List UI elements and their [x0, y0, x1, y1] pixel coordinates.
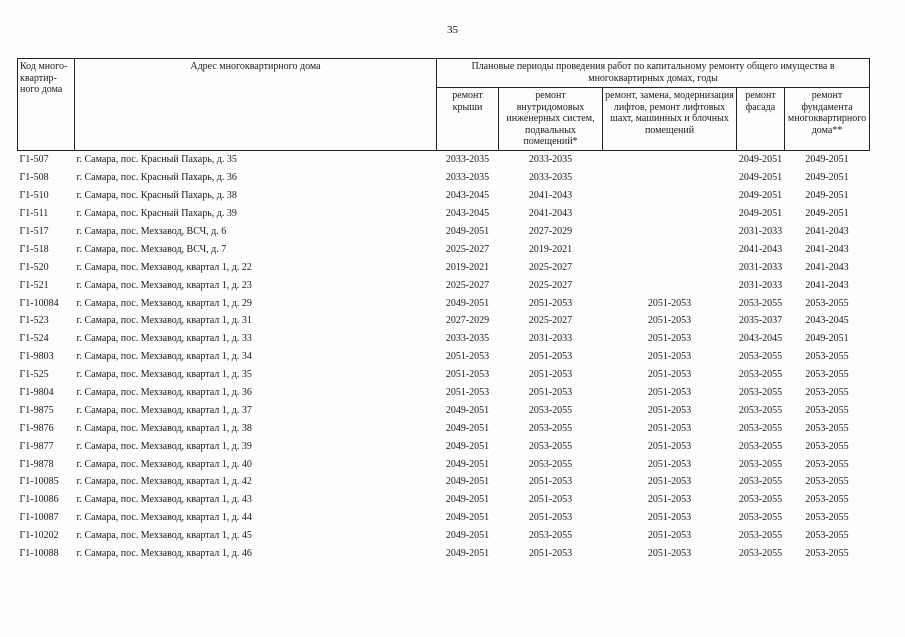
cell-engineering: 2025-2027 — [528, 261, 573, 273]
cell-code: Г1-523 — [19, 315, 49, 327]
cell-foundation: 2049-2051 — [805, 208, 849, 220]
cell-facade: 2049-2051 — [738, 190, 783, 202]
header-address: Адрес многоквартирного дома — [75, 59, 437, 151]
header-engineering-repair: ремонт внутридомовых инженерных систем, подвальных помещений* — [499, 88, 603, 151]
cell-code: Г1-511 — [19, 208, 49, 220]
cell-facade: 2043-2045 — [738, 333, 783, 345]
cell-facade: 2053-2055 — [738, 387, 783, 399]
cell-roof: 2051-2053 — [445, 369, 490, 381]
cell-code: Г1-518 — [19, 243, 49, 255]
cell-address: г. Самара, пос. Мехзавод, ВСЧ, д. 6 — [76, 226, 227, 237]
cell-address: г. Самара, пос. Мехзавод, квартал 1, д. 39 — [76, 440, 252, 452]
cell-address: г. Самара, пос. Красный Пахарь, д. 38 — [76, 190, 237, 202]
cell-code: Г1-507 — [19, 154, 49, 166]
cell-address: г. Самара, пос. Красный Пахарь, д. 39 — [76, 208, 237, 220]
cell-engineering: 2051-2053 — [528, 512, 573, 524]
capital-repair-table — [17, 58, 870, 563]
cell-code: Г1-9803 — [19, 351, 54, 363]
cell-lifts: 2051-2053 — [647, 512, 692, 524]
table-row — [18, 169, 870, 187]
cell-engineering: 2053-2055 — [528, 458, 573, 470]
table-row — [18, 509, 870, 527]
cell-lifts — [603, 277, 737, 295]
cell-address: г. Самара, пос. Мехзавод, квартал 1, д. 44 — [76, 512, 252, 524]
cell-code: Г1-9876 — [19, 422, 54, 434]
cell-roof: 2043-2045 — [445, 190, 490, 202]
cell-address: г. Самара, пос. Мехзавод, квартал 1, д. 45 — [76, 530, 252, 542]
cell-code: Г1-10084 — [19, 297, 59, 309]
page-number: 35 — [447, 24, 458, 36]
cell-lifts: 2051-2053 — [647, 333, 692, 345]
cell-lifts: 2051-2053 — [647, 369, 692, 381]
table-row — [18, 420, 870, 438]
cell-address: г. Самара, пос. Мехзавод, квартал 1, д. 37 — [76, 404, 252, 416]
cell-roof: 2033-2035 — [445, 172, 490, 184]
cell-engineering: 2051-2053 — [528, 494, 573, 506]
cell-foundation: 2041-2043 — [805, 226, 849, 237]
header-foundation-repair: ремонт фундамента многоквартирного дома** — [785, 88, 870, 151]
cell-roof: 2027-2029 — [445, 315, 490, 327]
cell-foundation: 2053-2055 — [805, 297, 849, 309]
cell-facade: 2031-2033 — [738, 279, 783, 291]
cell-facade: 2053-2055 — [738, 369, 783, 381]
cell-engineering: 2025-2027 — [528, 315, 573, 327]
cell-foundation: 2053-2055 — [805, 404, 849, 416]
cell-lifts — [603, 187, 737, 205]
table-row — [18, 491, 870, 509]
cell-lifts — [603, 150, 737, 169]
cell-lifts: 2051-2053 — [647, 297, 692, 309]
cell-engineering: 2025-2027 — [528, 279, 573, 291]
cell-facade: 2049-2051 — [738, 154, 783, 166]
table-row — [18, 366, 870, 384]
cell-code: Г1-9804 — [19, 387, 54, 399]
cell-foundation: 2053-2055 — [805, 387, 849, 399]
cell-engineering: 2051-2053 — [528, 369, 573, 381]
cell-address: г. Самара, пос. Красный Пахарь, д. 36 — [76, 172, 237, 184]
table-row — [18, 474, 870, 492]
cell-roof: 2049-2051 — [445, 422, 490, 434]
table-row — [18, 295, 870, 313]
cell-facade: 2053-2055 — [738, 404, 783, 416]
header-roof-repair: ремонт крыши — [437, 88, 499, 151]
cell-code: Г1-9875 — [19, 404, 54, 416]
cell-address: г. Самара, пос. Красный Пахарь, д. 35 — [76, 154, 237, 166]
cell-facade: 2053-2055 — [738, 512, 783, 524]
cell-roof: 2033-2035 — [445, 154, 490, 166]
cell-foundation: 2049-2051 — [805, 154, 849, 166]
cell-facade: 2053-2055 — [738, 351, 783, 363]
cell-roof: 2025-2027 — [445, 243, 490, 255]
cell-lifts: 2051-2053 — [647, 440, 692, 452]
header-lift-repair: ремонт, замена, модернизация лифтов, ремонт лифтовых шахт, машинных и блочных помещений — [603, 88, 737, 151]
cell-address: г. Самара, пос. Мехзавод, квартал 1, д. 23 — [76, 279, 252, 291]
cell-code: Г1-10085 — [19, 476, 59, 488]
cell-code: Г1-510 — [19, 190, 49, 202]
cell-roof: 2049-2051 — [445, 476, 490, 488]
table-row — [18, 277, 870, 295]
cell-engineering: 2033-2035 — [528, 172, 573, 184]
cell-engineering: 2051-2053 — [528, 297, 573, 309]
cell-lifts — [603, 259, 737, 277]
cell-facade: 2041-2043 — [738, 243, 783, 255]
cell-address: г. Самара, пос. Мехзавод, квартал 1, д. 46 — [76, 548, 252, 560]
cell-foundation: 2053-2055 — [805, 422, 849, 434]
cell-code: Г1-521 — [19, 279, 49, 291]
table-row — [18, 456, 870, 474]
cell-address: г. Самара, пос. Мехзавод, квартал 1, д. 38 — [76, 422, 252, 434]
cell-facade: 2053-2055 — [738, 458, 783, 470]
cell-roof: 2019-2021 — [445, 261, 490, 273]
cell-foundation: 2053-2055 — [805, 494, 849, 506]
cell-roof: 2049-2051 — [445, 494, 490, 506]
cell-address: г. Самара, пос. Мехзавод, квартал 1, д. 31 — [76, 315, 252, 327]
table-body — [18, 150, 870, 563]
cell-roof: 2049-2051 — [445, 512, 490, 524]
cell-foundation: 2041-2043 — [805, 279, 849, 291]
cell-lifts: 2051-2053 — [647, 548, 692, 560]
cell-lifts — [603, 241, 737, 259]
cell-roof: 2049-2051 — [445, 440, 490, 452]
table-row — [18, 402, 870, 420]
cell-engineering: 2051-2053 — [528, 476, 573, 488]
header-building-code: Код много-квартир-ного дома — [18, 59, 75, 151]
cell-engineering: 2027-2029 — [528, 226, 573, 237]
cell-lifts: 2051-2053 — [647, 494, 692, 506]
cell-roof: 2049-2051 — [445, 404, 490, 416]
cell-foundation: 2041-2043 — [805, 261, 849, 273]
header-planned-periods: Плановые периоды проведения работ по капитальному ремонту общего имущества в многоквартирных домах, годы — [437, 59, 870, 88]
cell-roof: 2049-2051 — [445, 458, 490, 470]
cell-address: г. Самара, пос. Мехзавод, квартал 1, д. 36 — [76, 387, 252, 399]
cell-code: Г1-10088 — [19, 548, 59, 560]
cell-lifts: 2051-2053 — [647, 458, 692, 470]
cell-code: Г1-524 — [19, 333, 49, 345]
table-row — [18, 384, 870, 402]
cell-lifts: 2051-2053 — [647, 530, 692, 542]
cell-address: г. Самара, пос. Мехзавод, квартал 1, д. 33 — [76, 333, 252, 345]
table-row — [18, 259, 870, 277]
cell-lifts — [603, 169, 737, 187]
table-row — [18, 348, 870, 366]
cell-foundation: 2053-2055 — [805, 512, 849, 524]
cell-facade: 2049-2051 — [738, 208, 783, 220]
table-row — [18, 545, 870, 563]
cell-engineering: 2033-2035 — [528, 154, 573, 166]
cell-engineering: 2019-2021 — [528, 243, 573, 255]
table-row — [18, 313, 870, 331]
table-row — [18, 330, 870, 348]
cell-lifts: 2051-2053 — [647, 404, 692, 416]
cell-code: Г1-10087 — [19, 512, 59, 524]
cell-facade: 2053-2055 — [738, 548, 783, 560]
cell-foundation: 2053-2055 — [805, 476, 849, 488]
cell-address: г. Самара, пос. Мехзавод, квартал 1, д. 43 — [76, 494, 252, 506]
cell-foundation: 2049-2051 — [805, 190, 849, 202]
cell-address: г. Самара, пос. Мехзавод, квартал 1, д. 40 — [76, 458, 252, 470]
cell-lifts: 2051-2053 — [647, 387, 692, 399]
cell-facade: 2031-2033 — [738, 226, 783, 237]
cell-engineering: 2053-2055 — [528, 404, 573, 416]
cell-foundation: 2041-2043 — [805, 243, 849, 255]
cell-facade: 2053-2055 — [738, 530, 783, 542]
cell-lifts: 2051-2053 — [647, 315, 692, 327]
cell-engineering: 2041-2043 — [528, 190, 573, 202]
cell-engineering: 2053-2055 — [528, 440, 573, 452]
cell-facade: 2049-2051 — [738, 172, 783, 184]
cell-lifts — [603, 205, 737, 223]
cell-engineering: 2031-2033 — [528, 333, 573, 345]
cell-address: г. Самара, пос. Мехзавод, квартал 1, д. 29 — [76, 297, 252, 309]
cell-code: Г1-9877 — [19, 440, 54, 452]
cell-facade: 2035-2037 — [738, 315, 783, 327]
cell-code: Г1-520 — [19, 261, 49, 273]
cell-lifts — [603, 223, 737, 241]
cell-foundation: 2043-2045 — [805, 315, 849, 327]
cell-address: г. Самара, пос. Мехзавод, квартал 1, д. 22 — [76, 261, 252, 273]
cell-facade: 2031-2033 — [738, 261, 783, 273]
cell-address: г. Самара, пос. Мехзавод, ВСЧ, д. 7 — [76, 243, 227, 255]
cell-code: Г1-508 — [19, 172, 49, 184]
cell-foundation: 2053-2055 — [805, 548, 849, 560]
cell-address: г. Самара, пос. Мехзавод, квартал 1, д. 35 — [76, 369, 252, 381]
cell-foundation: 2049-2051 — [805, 333, 849, 345]
header-facade-repair: ремонт фасада — [737, 88, 785, 151]
cell-engineering: 2053-2055 — [528, 530, 573, 542]
table-row — [18, 187, 870, 205]
cell-engineering: 2051-2053 — [528, 387, 573, 399]
cell-engineering: 2053-2055 — [528, 422, 573, 434]
cell-lifts: 2051-2053 — [647, 422, 692, 434]
cell-roof: 2049-2051 — [445, 548, 490, 560]
cell-code: Г1-10086 — [19, 494, 59, 506]
cell-roof: 2025-2027 — [445, 279, 490, 291]
cell-roof: 2051-2053 — [445, 351, 490, 363]
table-row — [18, 150, 870, 169]
cell-code: Г1-10202 — [19, 530, 59, 542]
cell-code: Г1-9878 — [19, 458, 54, 470]
cell-engineering: 2051-2053 — [528, 548, 573, 560]
cell-facade: 2053-2055 — [738, 476, 783, 488]
table-row — [18, 438, 870, 456]
cell-facade: 2053-2055 — [738, 297, 783, 309]
cell-foundation: 2053-2055 — [805, 530, 849, 542]
cell-facade: 2053-2055 — [738, 494, 783, 506]
table-row — [18, 223, 870, 241]
table-row — [18, 527, 870, 545]
cell-engineering: 2041-2043 — [528, 208, 573, 220]
cell-roof: 2033-2035 — [445, 333, 490, 345]
table-row — [18, 241, 870, 259]
cell-roof: 2049-2051 — [445, 530, 490, 542]
cell-roof: 2049-2051 — [445, 297, 490, 309]
cell-foundation: 2053-2055 — [805, 458, 849, 470]
cell-foundation: 2049-2051 — [805, 172, 849, 184]
cell-roof: 2051-2053 — [445, 387, 490, 399]
cell-foundation: 2053-2055 — [805, 351, 849, 363]
cell-address: г. Самара, пос. Мехзавод, квартал 1, д. 34 — [76, 351, 252, 363]
table-row — [18, 205, 870, 223]
cell-code: Г1-525 — [19, 369, 49, 381]
cell-foundation: 2053-2055 — [805, 369, 849, 381]
cell-engineering: 2051-2053 — [528, 351, 573, 363]
cell-facade: 2053-2055 — [738, 440, 783, 452]
cell-code: Г1-517 — [19, 226, 49, 237]
cell-facade: 2053-2055 — [738, 422, 783, 434]
cell-lifts: 2051-2053 — [647, 476, 692, 488]
cell-roof: 2049-2051 — [445, 226, 490, 237]
cell-address: г. Самара, пос. Мехзавод, квартал 1, д. 42 — [76, 476, 252, 488]
cell-foundation: 2053-2055 — [805, 440, 849, 452]
cell-lifts: 2051-2053 — [647, 351, 692, 363]
cell-roof: 2043-2045 — [445, 208, 490, 220]
